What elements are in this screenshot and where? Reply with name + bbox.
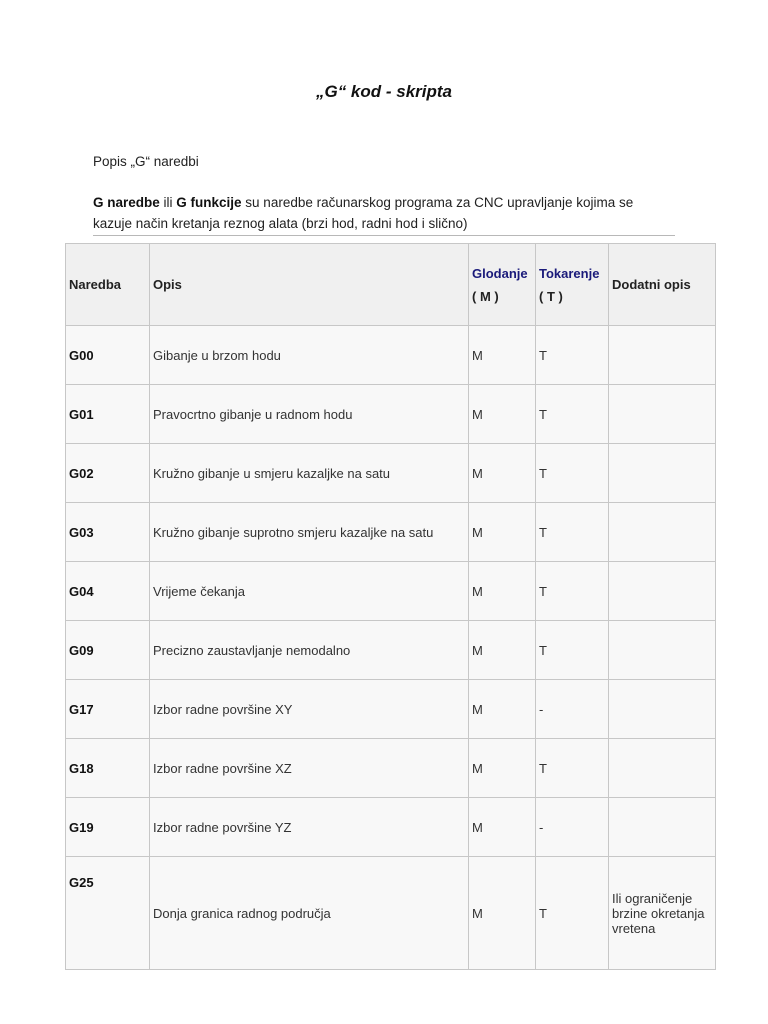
cell-tokarenje: T: [536, 739, 609, 798]
cell-code: G03: [66, 503, 150, 562]
table-row: [66, 857, 716, 970]
cell-dodatni-text: Ili ograničenje brzine okretanja vretena: [612, 890, 705, 936]
cell-opis: Izbor radne površine XZ: [150, 739, 469, 798]
cell-tokarenje: T: [536, 562, 609, 621]
cell-dodatni: [609, 503, 716, 562]
cell-glodanje: M: [469, 385, 536, 444]
cell-opis: Vrijeme čekanja: [150, 562, 469, 621]
header-opis: Opis: [150, 244, 469, 326]
cell-dodatni: [609, 444, 716, 503]
intro-text-body: su naredbe računarskog programa za CNC upravljanje kojima se kazuje način kretanja reznog alata (brzi hod, radni hod i slično): [93, 195, 634, 231]
header-glodanje-label: Glodanje: [472, 265, 528, 281]
cell-tokarenje: T: [536, 326, 609, 385]
table-row: [66, 503, 716, 562]
table-header-row: [66, 244, 716, 326]
cell-opis: Kružno gibanje u smjeru kazaljke na satu: [150, 444, 469, 503]
cell-dodatni: [609, 385, 716, 444]
cell-opis: Izbor radne površine XY: [150, 680, 469, 739]
cell-opis: Gibanje u brzom hodu: [150, 326, 469, 385]
document-title: „G“ kod - skripta: [315, 82, 453, 101]
cell-code: G00: [66, 326, 150, 385]
cell-code: G25: [66, 857, 150, 970]
cell-code: G19: [66, 798, 150, 857]
cell-code: G18: [66, 739, 150, 798]
header-glodanje: [469, 244, 536, 326]
cell-glodanje: M: [469, 798, 536, 857]
cell-code: G17: [66, 680, 150, 739]
cell-opis: Izbor radne površine YZ: [150, 798, 469, 857]
cell-dodatni: [609, 621, 716, 680]
header-tokarenje: [536, 244, 609, 326]
cell-tokarenje: T: [536, 385, 609, 444]
table-row: [66, 444, 716, 503]
intro-paragraph: [93, 192, 675, 236]
cell-tokarenje: T: [536, 444, 609, 503]
intro-bold-g-funkcije: G funkcije: [176, 195, 242, 210]
cell-tokarenje: T: [536, 621, 609, 680]
cell-glodanje: M: [469, 621, 536, 680]
cell-glodanje: M: [469, 444, 536, 503]
cell-opis: Precizno zaustavljanje nemodalno: [150, 621, 469, 680]
table-row: [66, 798, 716, 857]
cell-glodanje: M: [469, 326, 536, 385]
cell-opis: Pravocrtno gibanje u radnom hodu: [150, 385, 469, 444]
cell-glodanje: M: [469, 680, 536, 739]
table-row: [66, 621, 716, 680]
cell-tokarenje: -: [536, 798, 609, 857]
cell-tokarenje: -: [536, 680, 609, 739]
table-row: [66, 326, 716, 385]
cell-tokarenje: T: [536, 503, 609, 562]
cell-dodatni: [609, 326, 716, 385]
cell-dodatni: [609, 739, 716, 798]
table-row: [66, 680, 716, 739]
header-tokarenje-sub: ( T ): [539, 288, 563, 304]
cell-dodatni: [609, 857, 716, 970]
header-glodanje-sub: ( M ): [472, 288, 499, 304]
cell-code: G01: [66, 385, 150, 444]
cell-glodanje: M: [469, 562, 536, 621]
cell-dodatni: [609, 680, 716, 739]
cell-code: G09: [66, 621, 150, 680]
cell-code: G04: [66, 562, 150, 621]
cell-opis: Donja granica radnog područja: [150, 857, 469, 970]
cell-dodatni: [609, 798, 716, 857]
intro-text-ili: ili: [159, 195, 177, 210]
table-row: [66, 739, 716, 798]
g-code-table: [65, 243, 716, 970]
header-naredba: Naredba: [66, 244, 150, 326]
cell-opis: Kružno gibanje suprotno smjeru kazaljke na satu: [150, 503, 469, 562]
cell-glodanje: M: [469, 739, 536, 798]
cell-glodanje: M: [469, 857, 536, 970]
table-row: [66, 562, 716, 621]
header-tokarenje-label: Tokarenje: [539, 265, 600, 281]
cell-code: G02: [66, 444, 150, 503]
cell-tokarenje: T: [536, 857, 609, 970]
table-row: [66, 385, 716, 444]
intro-bold-g-naredbe: G naredbe: [93, 195, 160, 210]
cell-dodatni: [609, 562, 716, 621]
cell-glodanje: M: [469, 503, 536, 562]
list-title: Popis „G“ naredbi: [93, 154, 199, 169]
header-dodatni-opis: Dodatni opis: [609, 244, 716, 326]
